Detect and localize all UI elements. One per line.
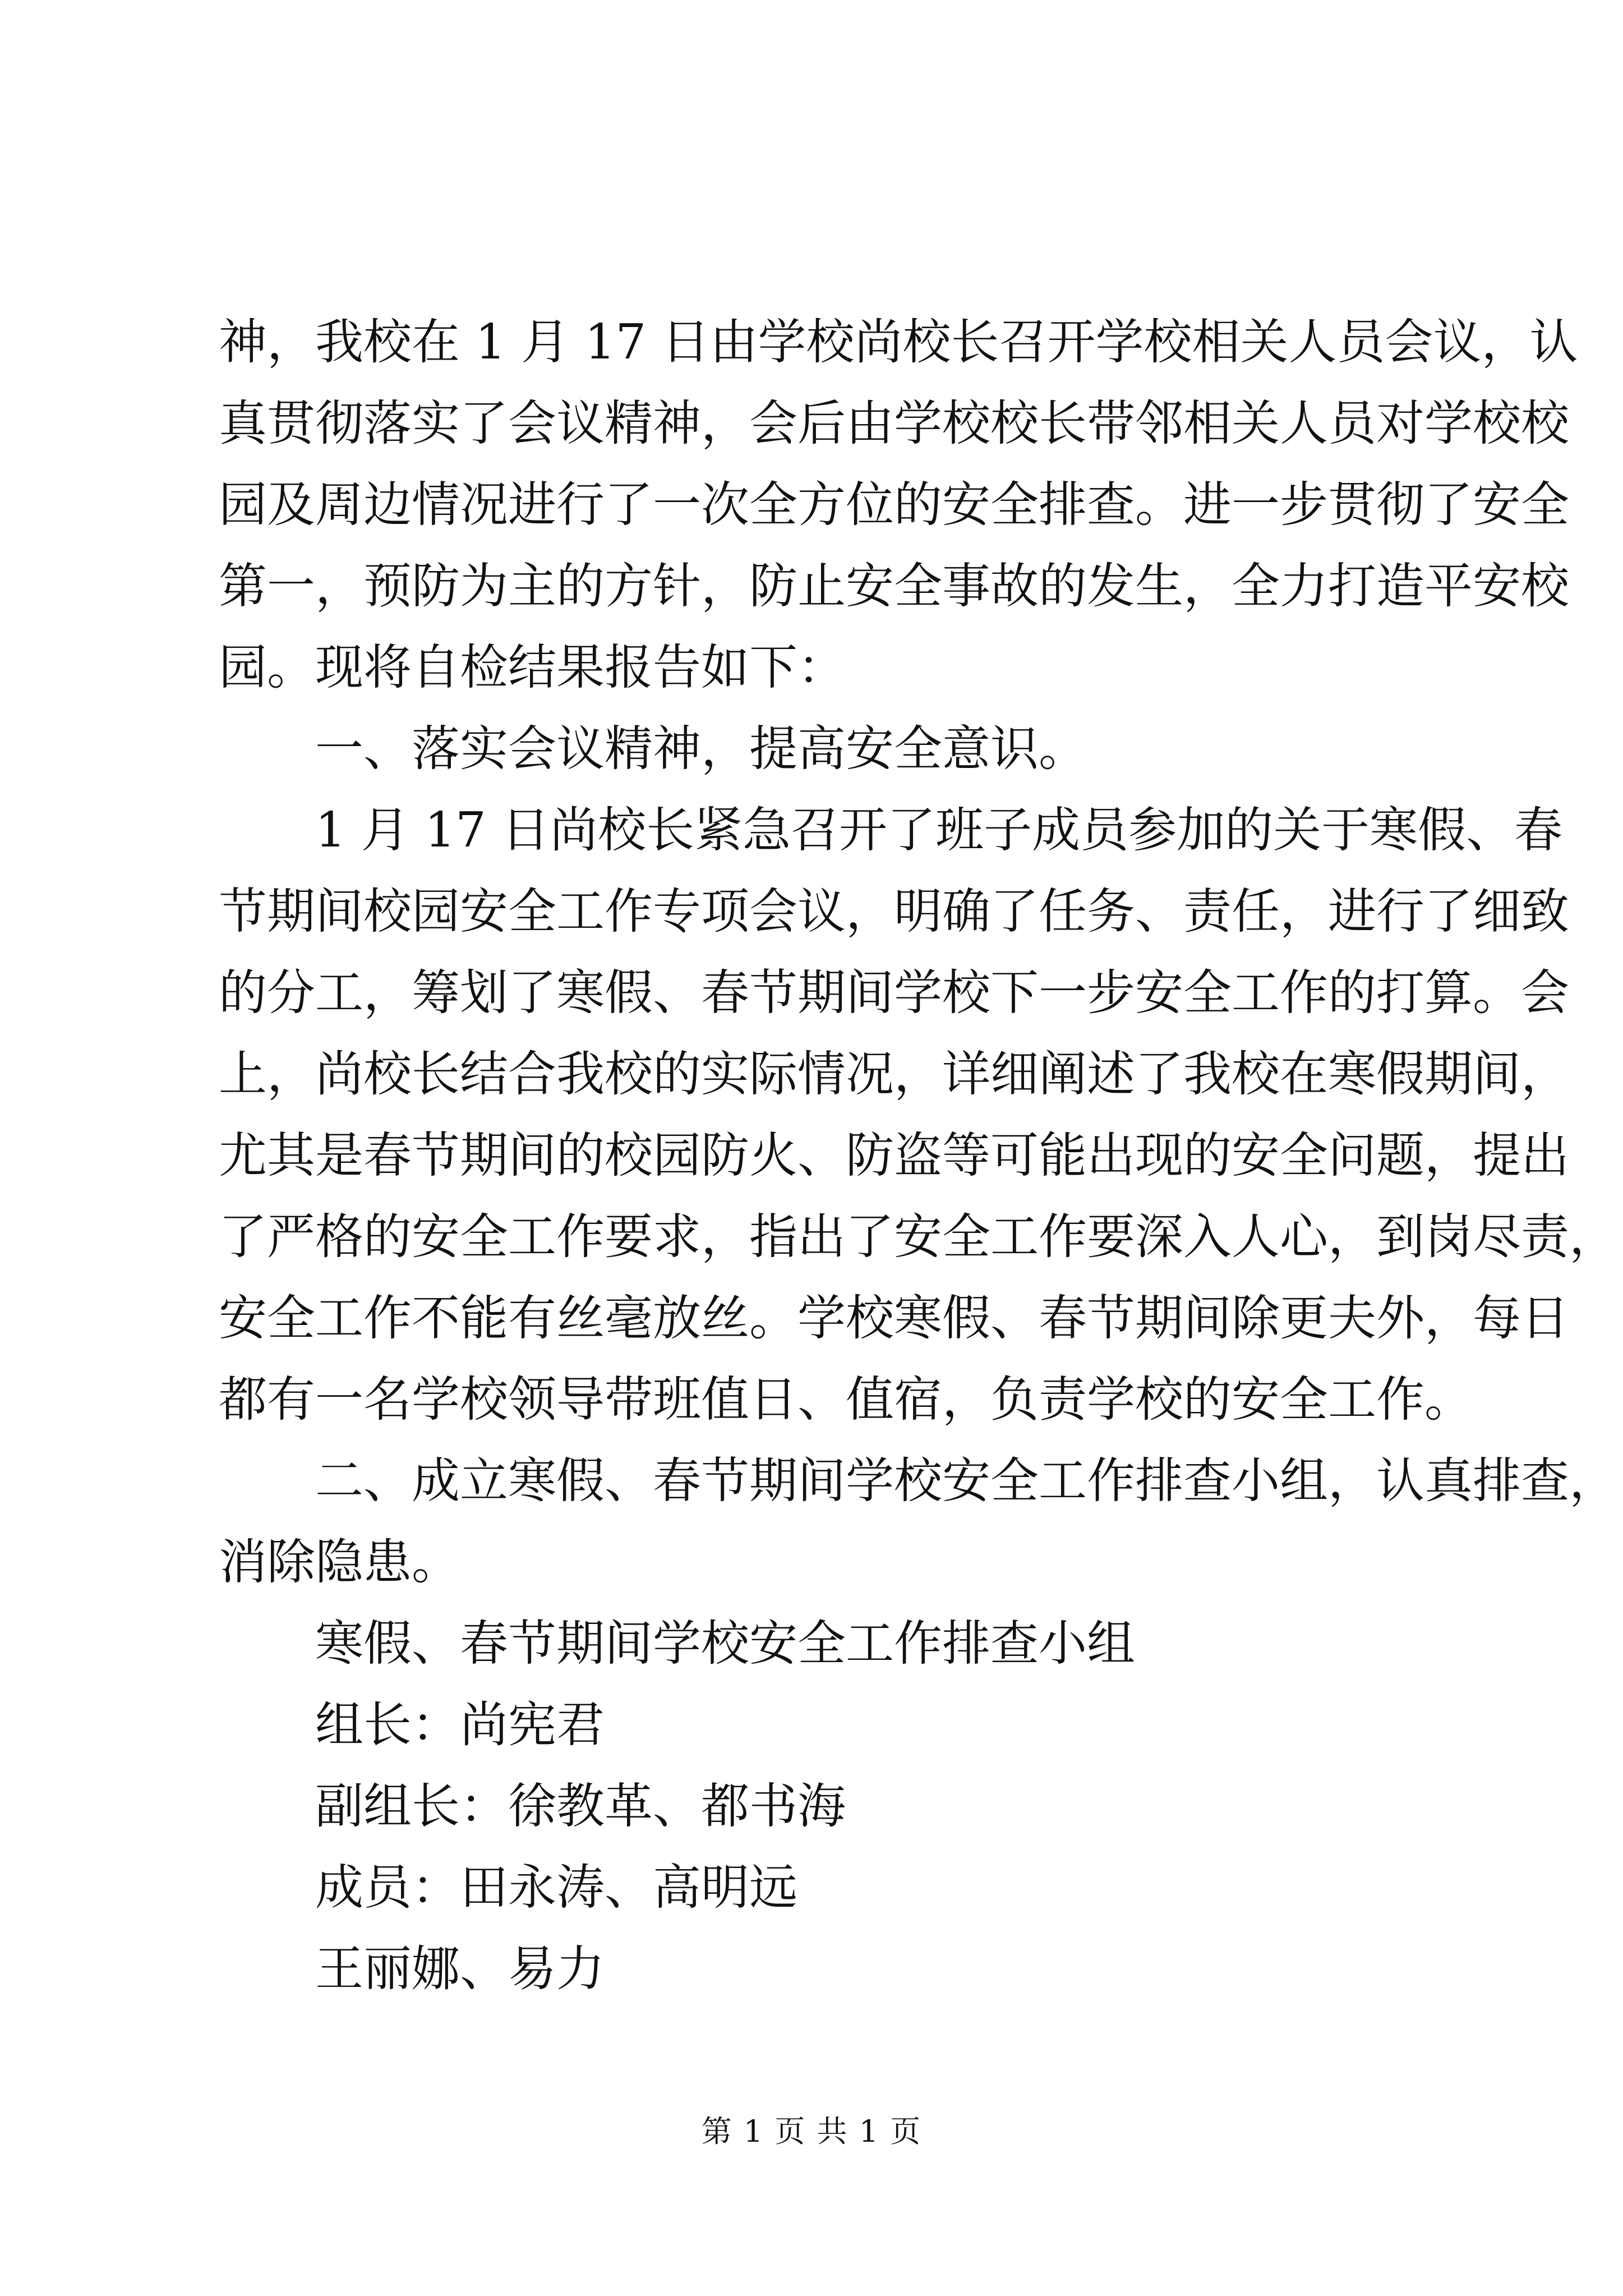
paragraph-line: 安全工作不能有丝毫放丝。学校寒假、春节期间除更夫外，每日 bbox=[219, 1290, 1569, 1346]
paragraph-line: 1 月 17 日尚校长紧急召开了班子成员参加的关于寒假、春 bbox=[315, 802, 1563, 858]
group-deputy-leaders: 副组长：徐教革、都书海 bbox=[315, 1778, 846, 1834]
paragraph-line: 园及周边情况进行了一次全方位的安全排查。进一步贯彻了安全 bbox=[219, 477, 1569, 533]
paragraph-line: 了严格的安全工作要求，指出了安全工作要深入人心，到岗尽责， bbox=[219, 1209, 1617, 1265]
paragraph-line: 园。现将自检结果报告如下： bbox=[219, 639, 846, 696]
group-members-continued: 王丽娜、易力 bbox=[315, 1941, 605, 1997]
paragraph-line: 都有一名学校领导带班值日、值宿，负责学校的安全工作。 bbox=[219, 1372, 1473, 1428]
section-heading-1: 一、落实会议精神，提高安全意识。 bbox=[315, 721, 1087, 777]
group-title: 寒假、春节期间学校安全工作排查小组 bbox=[315, 1616, 1135, 1672]
section-heading-2-continued: 消除隐患。 bbox=[219, 1534, 460, 1590]
document-body bbox=[219, 302, 1617, 2010]
paragraph-line: 第一，预防为主的方针，防止安全事故的发生，全力打造平安校 bbox=[219, 558, 1569, 614]
group-leader: 组长：尚宪君 bbox=[315, 1697, 605, 1753]
section-heading-2: 二、成立寒假、春节期间学校安全工作排查小组，认真排查， bbox=[315, 1453, 1617, 1509]
group-members: 成员：田永涛、高明远 bbox=[315, 1860, 797, 1916]
paragraph-line: 上，尚校长结合我校的实际情况，详细阐述了我校在寒假期间， bbox=[219, 1046, 1569, 1102]
paragraph-line: 尤其是春节期间的校园防火、防盗等可能出现的安全问题，提出 bbox=[219, 1128, 1569, 1184]
paragraph-line: 节期间校园安全工作专项会议，明确了任务、责任，进行了细致 bbox=[219, 884, 1569, 940]
paragraph-line: 的分工，筹划了寒假、春节期间学校下一步安全工作的打算。会 bbox=[219, 965, 1569, 1021]
page-number-footer: 第 1 页 共 1 页 bbox=[701, 2114, 922, 2149]
paragraph-line: 神，我校在 1 月 17 日由学校尚校长召开学校相关人员会议，认 bbox=[219, 314, 1578, 370]
paragraph-line: 真贯彻落实了会议精神，会后由学校校长带邻相关人员对学校校 bbox=[219, 395, 1569, 452]
